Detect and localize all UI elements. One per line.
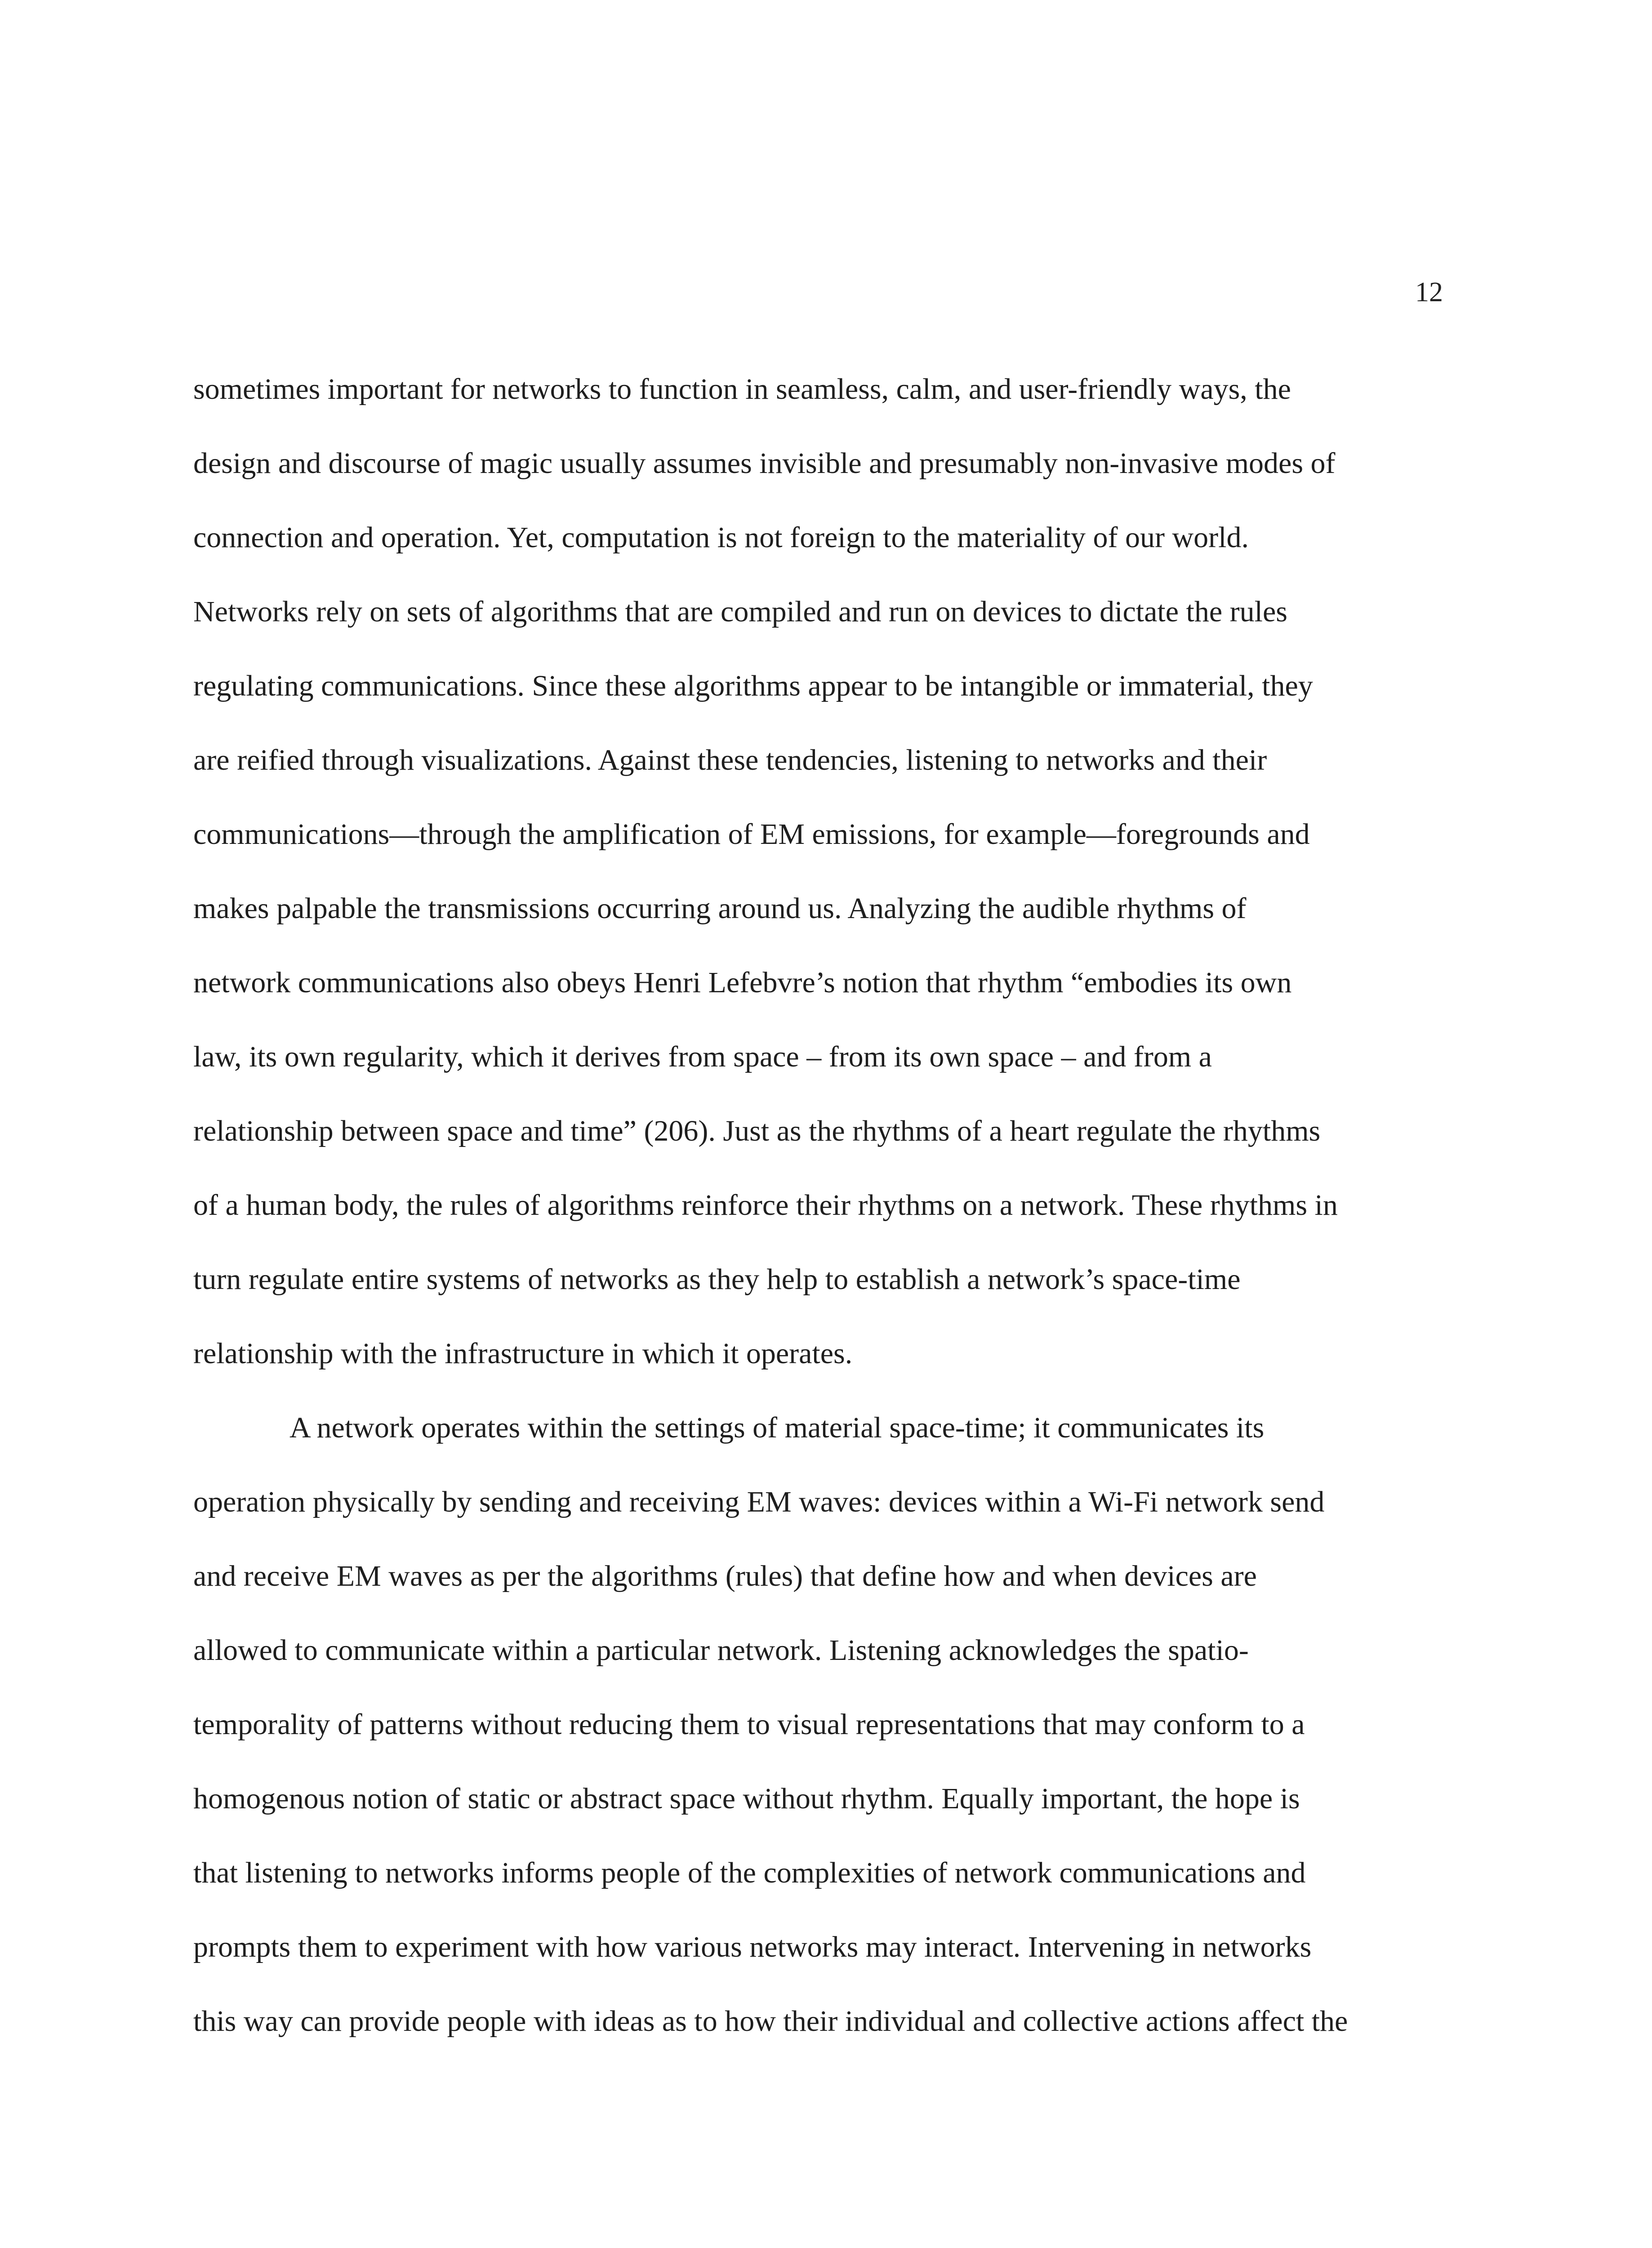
text-line: and receive EM waves as per the algorithms (rules) that define how and when devices are [193,1560,1257,1592]
text-line: regulating communications. Since these algorithms appear to be intangible or immaterial, they [193,669,1313,702]
text-line: that listening to networks informs people of the complexities of network communications and [193,1856,1306,1889]
text-line: operation physically by sending and receiving EM waves: devices within a Wi-Fi network send [193,1485,1325,1518]
paragraph-2 [193,1410,1459,2078]
text-line: prompts them to experiment with how various networks may interact. Intervening in networks [193,1931,1312,1963]
text-line: design and discourse of magic usually assumes invisible and presumably non-invasive modes of [193,447,1336,480]
text-line: allowed to communicate within a particular network. Listening acknowledges the spatio- [193,1634,1249,1667]
body-text [193,371,1459,2078]
paragraph-1 [193,371,1459,1410]
text-line: communications—through the amplification of EM emissions, for example—foregrounds and [193,818,1310,851]
text-line: are reified through visualizations. Against these tendencies, listening to networks and their [193,744,1267,776]
text-line: of a human body, the rules of algorithms reinforce their rhythms on a network. These rhythms in [193,1189,1338,1222]
text-line: sometimes important for networks to function in seamless, calm, and user-friendly ways, the [193,373,1291,406]
text-line: Networks rely on sets of algorithms that are compiled and run on devices to dictate the rules [193,595,1287,628]
text-line: makes palpable the transmissions occurring around us. Analyzing the audible rhythms of [193,892,1247,925]
page-number: 12 [1415,277,1443,308]
text-line: connection and operation. Yet, computation is not foreign to the materiality of our world. [193,521,1249,554]
text-line: turn regulate entire systems of networks as they help to establish a network’s space-time [193,1263,1241,1296]
text-line: A network operates within the settings of material space-time; it communicates its [289,1411,1265,1444]
text-line: temporality of patterns without reducing them to visual representations that may conform to a [193,1708,1305,1741]
text-line: homogenous notion of static or abstract space without rhythm. Equally important, the hope is [193,1782,1300,1815]
text-line: this way can provide people with ideas as to how their individual and collective actions affect the [193,2005,1348,2038]
text-line: relationship between space and time” (206). Just as the rhythms of a heart regulate the rhythms [193,1115,1321,1147]
text-line: network communications also obeys Henri Lefebvre’s notion that rhythm “embodies its own [193,966,1292,999]
text-line: law, its own regularity, which it derives from space – from its own space – and from a [193,1040,1212,1073]
text-line: relationship with the infrastructure in which it operates. [193,1337,853,1370]
